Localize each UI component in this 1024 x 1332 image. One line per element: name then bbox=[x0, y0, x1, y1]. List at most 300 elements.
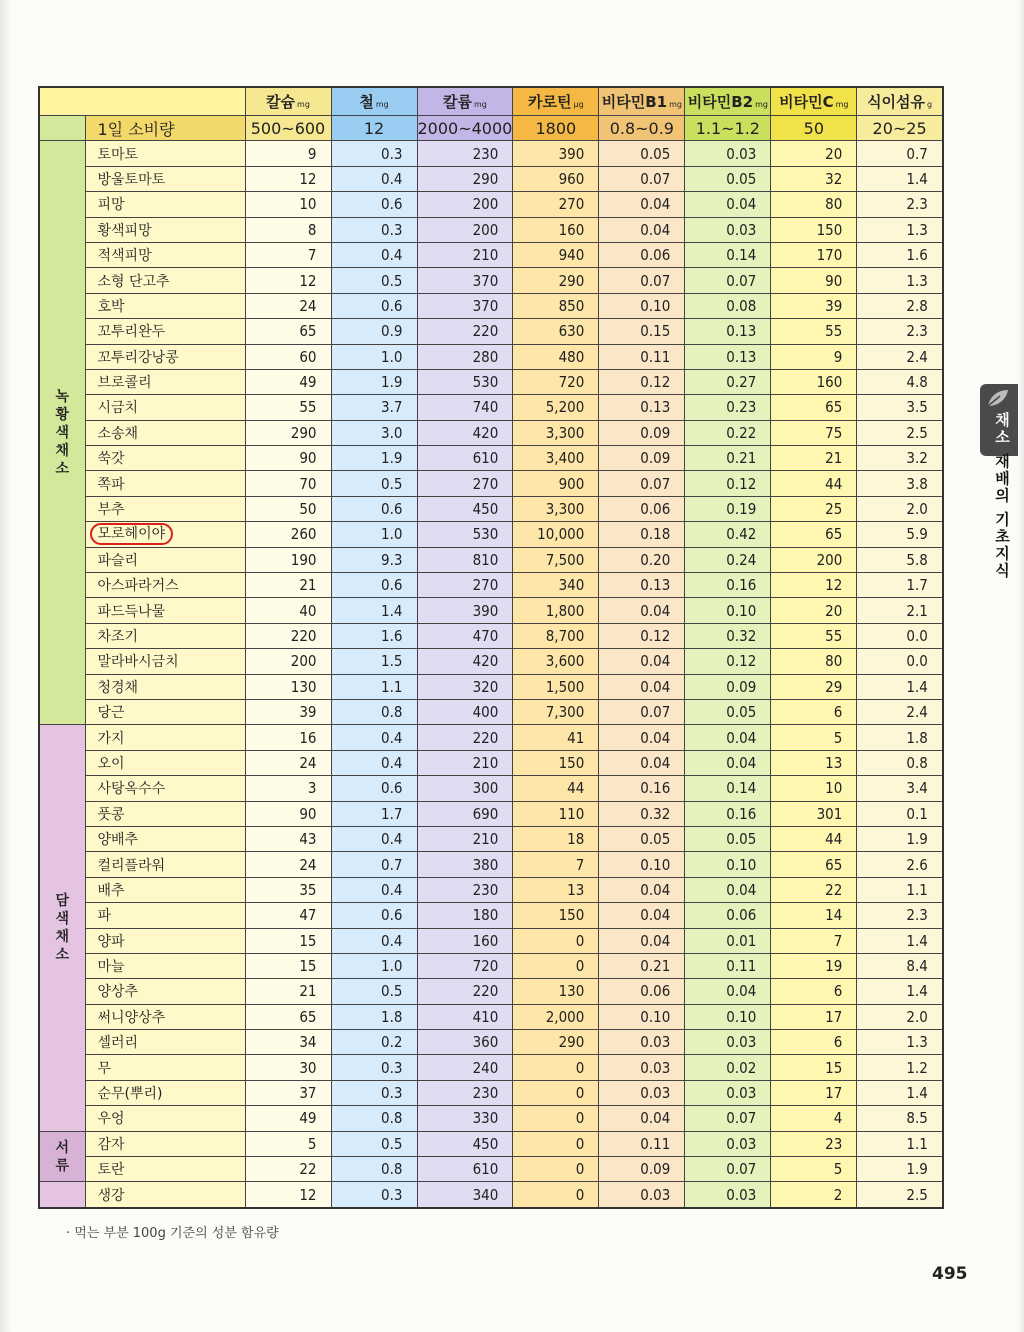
vegetable-name: 파 bbox=[85, 903, 245, 928]
table-row bbox=[39, 268, 943, 293]
vegetable-name: 소송채 bbox=[85, 420, 245, 445]
nutrient-value: 41 bbox=[513, 725, 599, 750]
nutrient-value: 10,000 bbox=[513, 522, 599, 547]
nutrient-value: 0.27 bbox=[685, 369, 771, 394]
nutrient-value: 0.19 bbox=[685, 496, 771, 521]
nutrient-value: 0.6 bbox=[331, 903, 417, 928]
nutrient-value: 1.9 bbox=[331, 446, 417, 471]
nutrient-value: 0.13 bbox=[599, 395, 685, 420]
nutrient-value: 1.4 bbox=[857, 674, 943, 699]
nutrient-value: 44 bbox=[771, 826, 857, 851]
vegetable-name: 양배추 bbox=[85, 826, 245, 851]
nutrient-value: 7 bbox=[245, 242, 331, 267]
nutrient-value: 0.2 bbox=[331, 1030, 417, 1055]
nutrient-value: 0.03 bbox=[685, 141, 771, 166]
nutrient-value: 35 bbox=[245, 877, 331, 902]
nutrient-value: 270 bbox=[417, 573, 513, 598]
nutrient-value: 0.5 bbox=[331, 268, 417, 293]
nutrient-value: 230 bbox=[417, 877, 513, 902]
nutrient-value: 160 bbox=[513, 217, 599, 242]
nutrient-value: 20 bbox=[771, 598, 857, 623]
table-row bbox=[39, 293, 943, 318]
nutrient-value: 6 bbox=[771, 699, 857, 724]
nutrient-value: 1.9 bbox=[857, 826, 943, 851]
nutrient-value: 44 bbox=[771, 471, 857, 496]
column-header-name: 칼륨 bbox=[442, 93, 472, 111]
nutrient-value: 170 bbox=[771, 242, 857, 267]
nutrient-value: 12 bbox=[245, 268, 331, 293]
nutrient-value: 0.04 bbox=[599, 725, 685, 750]
nutrient-value: 0.0 bbox=[857, 649, 943, 674]
nutrient-value: 1.8 bbox=[331, 1004, 417, 1029]
nutrient-value: 12 bbox=[771, 573, 857, 598]
nutrient-value: 6 bbox=[771, 979, 857, 1004]
vegetable-name: 써니양상추 bbox=[85, 1004, 245, 1029]
nutrient-value: 0.09 bbox=[599, 1157, 685, 1182]
vegetable-name: 배추 bbox=[85, 877, 245, 902]
nutrient-value: 0.07 bbox=[685, 1106, 771, 1131]
nutrient-value: 0.6 bbox=[331, 496, 417, 521]
table-row bbox=[39, 344, 943, 369]
column-header-unit: mg bbox=[375, 100, 389, 109]
nutrient-value: 0.10 bbox=[599, 852, 685, 877]
column-header-name: 비타민C bbox=[779, 93, 834, 111]
nutrient-value: 55 bbox=[771, 623, 857, 648]
nutrient-value: 0.21 bbox=[685, 446, 771, 471]
nutrient-value: 50 bbox=[245, 496, 331, 521]
nutrient-value: 150 bbox=[513, 903, 599, 928]
nutrient-value: 3,600 bbox=[513, 649, 599, 674]
nutrient-value: 1.1 bbox=[857, 1131, 943, 1156]
nutrient-value: 17 bbox=[771, 1004, 857, 1029]
nutrient-value: 0.03 bbox=[599, 1182, 685, 1208]
daily-category-cell bbox=[39, 116, 85, 141]
nutrient-value: 0.03 bbox=[599, 1055, 685, 1080]
table-row bbox=[39, 1030, 943, 1055]
nutrient-value: 5 bbox=[771, 1157, 857, 1182]
vegetable-name: 풋콩 bbox=[85, 801, 245, 826]
table-row bbox=[39, 623, 943, 648]
nutrient-value: 210 bbox=[417, 750, 513, 775]
nutrient-value: 55 bbox=[245, 395, 331, 420]
nutrient-value: 1.8 bbox=[857, 725, 943, 750]
nutrient-value: 0.03 bbox=[685, 1030, 771, 1055]
nutrient-value: 480 bbox=[513, 344, 599, 369]
nutrient-value: 1.4 bbox=[331, 598, 417, 623]
nutrient-value: 190 bbox=[245, 547, 331, 572]
nutrient-value: 530 bbox=[417, 369, 513, 394]
nutrient-value: 75 bbox=[771, 420, 857, 445]
nutrient-value: 130 bbox=[245, 674, 331, 699]
vegetable-name: 청경채 bbox=[85, 674, 245, 699]
nutrient-value: 5.8 bbox=[857, 547, 943, 572]
nutrient-value: 220 bbox=[417, 319, 513, 344]
nutrient-value: 6 bbox=[771, 1030, 857, 1055]
nutrient-value: 2 bbox=[771, 1182, 857, 1208]
nutrient-value: 370 bbox=[417, 293, 513, 318]
column-header-name: 비타민B2 bbox=[687, 93, 754, 111]
nutrient-value: 0.11 bbox=[599, 344, 685, 369]
table-row bbox=[39, 979, 943, 1004]
vegetable-name: 순무(뿌리) bbox=[85, 1080, 245, 1105]
nutrient-value: 690 bbox=[417, 801, 513, 826]
nutrient-value: 0.3 bbox=[331, 1182, 417, 1208]
nutrient-value: 5 bbox=[771, 725, 857, 750]
nutrient-value: 8.5 bbox=[857, 1106, 943, 1131]
header-corner bbox=[39, 87, 245, 116]
nutrient-value: 8.4 bbox=[857, 953, 943, 978]
nutrient-value: 2.5 bbox=[857, 420, 943, 445]
nutrient-value: 0.0 bbox=[857, 623, 943, 648]
nutrient-value: 0.16 bbox=[685, 573, 771, 598]
vegetable-name: 호박 bbox=[85, 293, 245, 318]
nutrient-value: 25 bbox=[771, 496, 857, 521]
nutrient-value: 22 bbox=[771, 877, 857, 902]
nutrient-value: 1,800 bbox=[513, 598, 599, 623]
nutrient-value: 1.1 bbox=[857, 877, 943, 902]
nutrient-value: 0.1 bbox=[857, 801, 943, 826]
table-row bbox=[39, 395, 943, 420]
nutrient-value: 0.07 bbox=[599, 166, 685, 191]
table-row bbox=[39, 801, 943, 826]
nutrient-value: 24 bbox=[245, 750, 331, 775]
nutrient-value: 530 bbox=[417, 522, 513, 547]
table-row bbox=[39, 522, 943, 547]
nutrient-value: 0.09 bbox=[599, 446, 685, 471]
nutrient-value: 2.5 bbox=[857, 1182, 943, 1208]
nutrient-value: 65 bbox=[245, 319, 331, 344]
nutrient-value: 39 bbox=[245, 699, 331, 724]
nutrient-value: 13 bbox=[771, 750, 857, 775]
nutrient-value: 210 bbox=[417, 242, 513, 267]
nutrient-value: 3,400 bbox=[513, 446, 599, 471]
nutrient-value: 1.6 bbox=[857, 242, 943, 267]
nutrient-value: 0.15 bbox=[599, 319, 685, 344]
nutrient-value: 1.0 bbox=[331, 522, 417, 547]
nutrient-value: 0.13 bbox=[599, 573, 685, 598]
table-row bbox=[39, 699, 943, 724]
daily-value: 1.1~1.2 bbox=[685, 116, 771, 141]
nutrient-value: 1.6 bbox=[331, 623, 417, 648]
nutrient-value: 2.1 bbox=[857, 598, 943, 623]
nutrient-value: 2,000 bbox=[513, 1004, 599, 1029]
daily-value: 20~25 bbox=[857, 116, 943, 141]
nutrient-value: 12 bbox=[245, 166, 331, 191]
nutrient-value: 630 bbox=[513, 319, 599, 344]
nutrient-value: 270 bbox=[513, 192, 599, 217]
nutrient-value: 0.03 bbox=[685, 1182, 771, 1208]
nutrient-value: 1.2 bbox=[857, 1055, 943, 1080]
nutrient-value: 0.6 bbox=[331, 776, 417, 801]
nutrient-value: 1.4 bbox=[857, 928, 943, 953]
nutrient-value: 0.18 bbox=[599, 522, 685, 547]
nutrient-value: 0.04 bbox=[599, 217, 685, 242]
nutrient-value: 0.8 bbox=[857, 750, 943, 775]
nutrient-value: 65 bbox=[245, 1004, 331, 1029]
table-row bbox=[39, 826, 943, 851]
nutrient-value: 1.3 bbox=[857, 1030, 943, 1055]
nutrient-value: 0.12 bbox=[685, 649, 771, 674]
nutrient-value: 290 bbox=[245, 420, 331, 445]
side-tab-text bbox=[983, 412, 1013, 579]
table-row bbox=[39, 166, 943, 191]
nutrient-value: 1.4 bbox=[857, 166, 943, 191]
vegetable-name: 컬리플라워 bbox=[85, 852, 245, 877]
nutrient-value: 2.3 bbox=[857, 192, 943, 217]
nutrient-value: 3.8 bbox=[857, 471, 943, 496]
nutrient-value: 21 bbox=[245, 979, 331, 1004]
nutrient-value: 0.04 bbox=[599, 750, 685, 775]
nutrient-value: 80 bbox=[771, 649, 857, 674]
nutrient-value: 0 bbox=[513, 1131, 599, 1156]
nutrition-table bbox=[38, 86, 944, 1209]
nutrient-value: 5.9 bbox=[857, 522, 943, 547]
nutrient-value: 2.4 bbox=[857, 699, 943, 724]
nutrient-value: 1.9 bbox=[857, 1157, 943, 1182]
nutrient-value: 0.04 bbox=[599, 649, 685, 674]
nutrient-value: 0.24 bbox=[685, 547, 771, 572]
nutrient-value: 160 bbox=[771, 369, 857, 394]
nutrient-value: 0.4 bbox=[331, 928, 417, 953]
nutrient-value: 0.23 bbox=[685, 395, 771, 420]
nutrient-value: 0.04 bbox=[599, 674, 685, 699]
nutrient-value: 2.4 bbox=[857, 344, 943, 369]
nutrient-value: 3,300 bbox=[513, 420, 599, 445]
nutrient-value: 0.06 bbox=[599, 496, 685, 521]
header-row bbox=[39, 87, 943, 116]
nutrient-value: 0.4 bbox=[331, 242, 417, 267]
table-row bbox=[39, 369, 943, 394]
nutrient-value: 2.0 bbox=[857, 496, 943, 521]
nutrient-value: 0.7 bbox=[331, 852, 417, 877]
column-header-unit: mg bbox=[669, 100, 682, 109]
nutrient-value: 850 bbox=[513, 293, 599, 318]
nutrient-value: 0.07 bbox=[685, 268, 771, 293]
vegetable-name: 당근 bbox=[85, 699, 245, 724]
nutrient-value: 3.0 bbox=[331, 420, 417, 445]
nutrient-value: 8 bbox=[245, 217, 331, 242]
vegetable-name: 양상추 bbox=[85, 979, 245, 1004]
nutrient-value: 40 bbox=[245, 598, 331, 623]
nutrient-value: 0.09 bbox=[685, 674, 771, 699]
nutrient-value: 22 bbox=[245, 1157, 331, 1182]
nutrient-value: 280 bbox=[417, 344, 513, 369]
nutrient-value: 0.5 bbox=[331, 471, 417, 496]
column-header-unit: mg bbox=[835, 100, 849, 109]
table-row bbox=[39, 1106, 943, 1131]
nutrient-value: 0.04 bbox=[685, 979, 771, 1004]
table-row bbox=[39, 598, 943, 623]
nutrient-value: 0.4 bbox=[331, 725, 417, 750]
nutrient-value: 2.0 bbox=[857, 1004, 943, 1029]
vegetable-name: 토마토 bbox=[85, 141, 245, 166]
nutrient-value: 0.16 bbox=[685, 801, 771, 826]
nutrient-value: 0.11 bbox=[599, 1131, 685, 1156]
nutrient-value: 1.9 bbox=[331, 369, 417, 394]
table-row bbox=[39, 1080, 943, 1105]
daily-value: 1800 bbox=[513, 116, 599, 141]
column-header-name: 카로틴 bbox=[528, 93, 572, 111]
nutrient-value: 210 bbox=[417, 826, 513, 851]
table-row bbox=[39, 953, 943, 978]
side-tab-part2: 재배의 기초지식 bbox=[993, 453, 1011, 580]
nutrient-value: 30 bbox=[245, 1055, 331, 1080]
nutrient-value: 0.7 bbox=[857, 141, 943, 166]
nutrient-value: 0.14 bbox=[685, 776, 771, 801]
nutrient-value: 0.3 bbox=[331, 141, 417, 166]
nutrient-value: 9.3 bbox=[331, 547, 417, 572]
vegetable-name: 쑥갓 bbox=[85, 446, 245, 471]
table-row bbox=[39, 674, 943, 699]
nutrient-value: 0.01 bbox=[685, 928, 771, 953]
nutrient-value: 360 bbox=[417, 1030, 513, 1055]
nutrient-value: 340 bbox=[417, 1182, 513, 1208]
vegetable-name: 쪽파 bbox=[85, 471, 245, 496]
vegetable-name: 꼬투리완두 bbox=[85, 319, 245, 344]
column-header bbox=[245, 87, 331, 116]
nutrient-value: 2.3 bbox=[857, 903, 943, 928]
nutrient-value: 200 bbox=[417, 217, 513, 242]
nutrient-value: 1.0 bbox=[331, 344, 417, 369]
nutrient-value: 80 bbox=[771, 192, 857, 217]
column-header bbox=[685, 87, 771, 116]
nutrient-value: 23 bbox=[771, 1131, 857, 1156]
nutrient-value: 0.02 bbox=[685, 1055, 771, 1080]
nutrient-value: 7,300 bbox=[513, 699, 599, 724]
nutrient-value: 0.04 bbox=[599, 903, 685, 928]
nutrient-value: 1.7 bbox=[331, 801, 417, 826]
nutrient-value: 0.5 bbox=[331, 979, 417, 1004]
nutrient-value: 39 bbox=[771, 293, 857, 318]
table-row bbox=[39, 649, 943, 674]
nutrient-value: 0.12 bbox=[599, 369, 685, 394]
nutrient-value: 290 bbox=[513, 1030, 599, 1055]
vegetable-name: 사탕옥수수 bbox=[85, 776, 245, 801]
table-row bbox=[39, 141, 943, 166]
nutrient-value: 420 bbox=[417, 420, 513, 445]
nutrient-value: 3.7 bbox=[331, 395, 417, 420]
daily-value: 50 bbox=[771, 116, 857, 141]
nutrient-value: 0.04 bbox=[685, 725, 771, 750]
column-header bbox=[771, 87, 857, 116]
daily-value: 2000~4000 bbox=[417, 116, 513, 141]
column-header-name: 식이섬유 bbox=[867, 93, 926, 111]
nutrient-value: 390 bbox=[417, 598, 513, 623]
nutrient-value: 0.21 bbox=[599, 953, 685, 978]
nutrient-value: 21 bbox=[771, 446, 857, 471]
nutrient-value: 0.12 bbox=[685, 471, 771, 496]
vegetable-name: 마늘 bbox=[85, 953, 245, 978]
vegetable-name: 양파 bbox=[85, 928, 245, 953]
nutrient-value: 0.4 bbox=[331, 166, 417, 191]
vegetable-name: 오이 bbox=[85, 750, 245, 775]
nutrient-value: 270 bbox=[417, 471, 513, 496]
vegetable-name: 부추 bbox=[85, 496, 245, 521]
nutrient-value: 0.05 bbox=[685, 699, 771, 724]
nutrient-value: 19 bbox=[771, 953, 857, 978]
nutrient-value: 15 bbox=[771, 1055, 857, 1080]
vegetable-name: 적색피망 bbox=[85, 242, 245, 267]
vegetable-name: 브로콜리 bbox=[85, 369, 245, 394]
nutrient-value: 940 bbox=[513, 242, 599, 267]
nutrient-value: 0.03 bbox=[599, 1030, 685, 1055]
nutrient-value: 240 bbox=[417, 1055, 513, 1080]
nutrient-value: 0.5 bbox=[331, 1131, 417, 1156]
nutrient-value: 0.04 bbox=[685, 750, 771, 775]
nutrient-value: 0.07 bbox=[599, 699, 685, 724]
column-header-unit: g bbox=[927, 100, 933, 109]
column-header bbox=[857, 87, 943, 116]
nutrient-value: 34 bbox=[245, 1030, 331, 1055]
nutrient-value: 0.14 bbox=[685, 242, 771, 267]
nutrient-value: 0.3 bbox=[331, 1055, 417, 1080]
vegetable-name: 우엉 bbox=[85, 1106, 245, 1131]
nutrient-value: 0.10 bbox=[685, 598, 771, 623]
nutrient-value: 0.05 bbox=[685, 826, 771, 851]
nutrient-value: 2.6 bbox=[857, 852, 943, 877]
page-edge-shadow-right bbox=[1018, 0, 1024, 1332]
nutrient-value: 0.6 bbox=[331, 573, 417, 598]
nutrient-value: 1.1 bbox=[331, 674, 417, 699]
nutrient-value: 49 bbox=[245, 1106, 331, 1131]
vegetable-name: 꼬투리강낭콩 bbox=[85, 344, 245, 369]
nutrient-value: 70 bbox=[245, 471, 331, 496]
column-header bbox=[417, 87, 513, 116]
nutrient-value: 8,700 bbox=[513, 623, 599, 648]
category-label: 서 류 bbox=[39, 1131, 85, 1182]
table-row bbox=[39, 1182, 943, 1208]
column-header-name: 비타민B1 bbox=[601, 93, 668, 111]
nutrient-value: 3,300 bbox=[513, 496, 599, 521]
leaf-icon bbox=[986, 388, 1010, 408]
nutrient-value: 4 bbox=[771, 1106, 857, 1131]
nutrient-value: 0.06 bbox=[685, 903, 771, 928]
nutrient-value: 3.2 bbox=[857, 446, 943, 471]
nutrient-value: 900 bbox=[513, 471, 599, 496]
nutrient-value: 1.0 bbox=[331, 953, 417, 978]
nutrient-value: 21 bbox=[245, 573, 331, 598]
nutrient-value: 13 bbox=[513, 877, 599, 902]
nutrient-value: 12 bbox=[245, 1182, 331, 1208]
nutrient-value: 450 bbox=[417, 496, 513, 521]
nutrient-value: 5 bbox=[245, 1131, 331, 1156]
nutrient-value: 0 bbox=[513, 1080, 599, 1105]
nutrient-value: 110 bbox=[513, 801, 599, 826]
nutrient-value: 200 bbox=[245, 649, 331, 674]
nutrient-value: 0.07 bbox=[599, 471, 685, 496]
nutrient-value: 720 bbox=[513, 369, 599, 394]
table-row bbox=[39, 928, 943, 953]
nutrient-value: 0 bbox=[513, 1055, 599, 1080]
vegetable-name: 황색피망 bbox=[85, 217, 245, 242]
nutrient-value: 0.05 bbox=[599, 141, 685, 166]
column-header-unit: μg bbox=[573, 100, 584, 109]
nutrient-value: 400 bbox=[417, 699, 513, 724]
nutrient-value: 0.20 bbox=[599, 547, 685, 572]
nutrient-value: 60 bbox=[245, 344, 331, 369]
nutrient-value: 260 bbox=[245, 522, 331, 547]
nutrient-value: 230 bbox=[417, 141, 513, 166]
table-row bbox=[39, 496, 943, 521]
nutrient-value: 1.3 bbox=[857, 217, 943, 242]
nutrient-value: 0.05 bbox=[685, 166, 771, 191]
nutrient-value: 0.16 bbox=[599, 776, 685, 801]
nutrient-value: 0.32 bbox=[599, 801, 685, 826]
nutrient-value: 0.07 bbox=[599, 268, 685, 293]
nutrient-value: 0.13 bbox=[685, 344, 771, 369]
nutrient-value: 0.4 bbox=[331, 877, 417, 902]
nutrient-value: 0.10 bbox=[685, 1004, 771, 1029]
